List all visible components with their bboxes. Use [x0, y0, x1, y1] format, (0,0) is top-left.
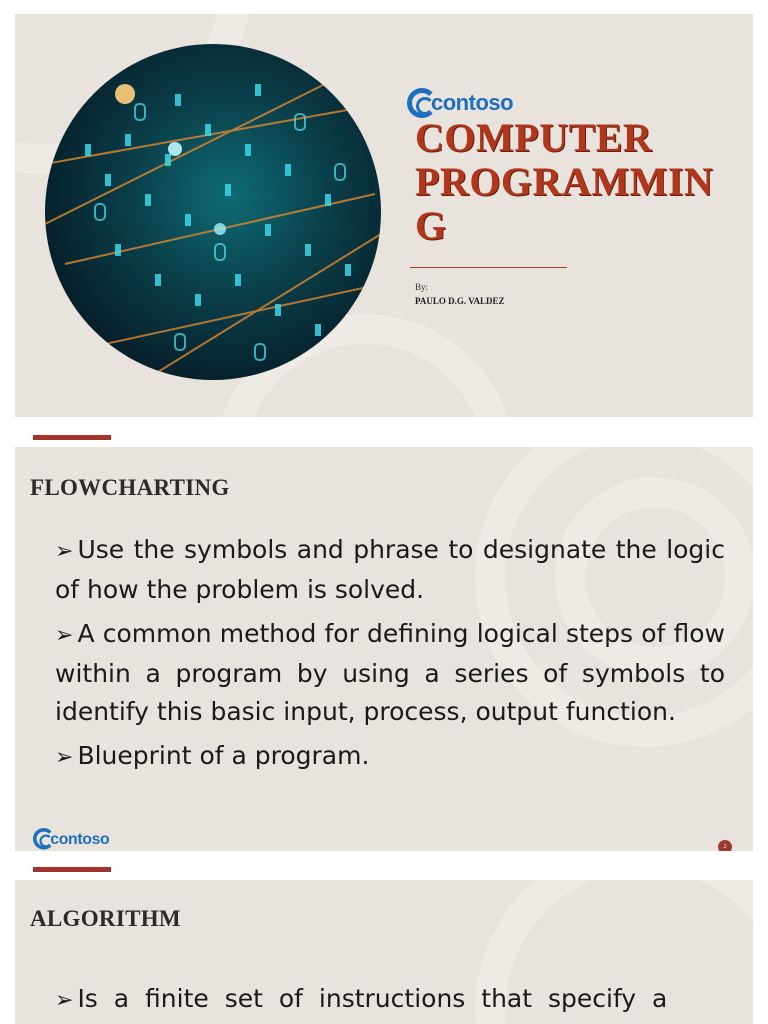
bullet-item: ➢ Use the symbols and phrase to designate the logic of how the problem is solved. — [55, 535, 725, 604]
algorithm-slide — [15, 880, 753, 1024]
flowcharting-slide — [15, 447, 753, 851]
accent-bar — [33, 435, 111, 440]
footer-logo: contoso — [33, 828, 109, 850]
arrow-right-icon: ➢ — [55, 539, 74, 564]
contoso-logo — [407, 88, 513, 118]
digital-code-image — [45, 44, 381, 380]
bullet-item: ➢ Blueprint of a program. — [55, 741, 370, 770]
bullet-item: ➢ A common method for defining logical steps of flow within a program by using a series of symbols to identify this basic input, process, output function. — [55, 619, 725, 726]
title-slide — [15, 14, 753, 417]
logo-text: contoso — [431, 90, 514, 115]
page-number: 2 — [718, 840, 732, 851]
slide-heading: FLOWCHARTING — [30, 475, 230, 500]
hero-image — [45, 44, 381, 380]
contoso-logo-icon — [33, 828, 55, 850]
bullet-list — [55, 980, 725, 1024]
author-name: PAULO D.G. VALDEZ — [415, 296, 505, 306]
arrow-right-icon: ➢ — [55, 623, 74, 648]
arrow-right-icon: ➢ — [55, 745, 74, 770]
presentation-title: COMPUTER PROGRAMMIN G — [415, 115, 714, 248]
slide-heading: ALGORITHM — [30, 906, 181, 931]
bullet-list — [55, 531, 725, 783]
title-divider — [410, 267, 567, 268]
accent-bar — [33, 867, 111, 872]
arrow-right-icon: ➢ — [55, 988, 74, 1013]
contoso-logo-icon — [407, 88, 437, 118]
by-label: By: — [415, 282, 429, 292]
bullet-item: ➢ Is a finite set of instructions that specify a — [55, 984, 668, 1013]
